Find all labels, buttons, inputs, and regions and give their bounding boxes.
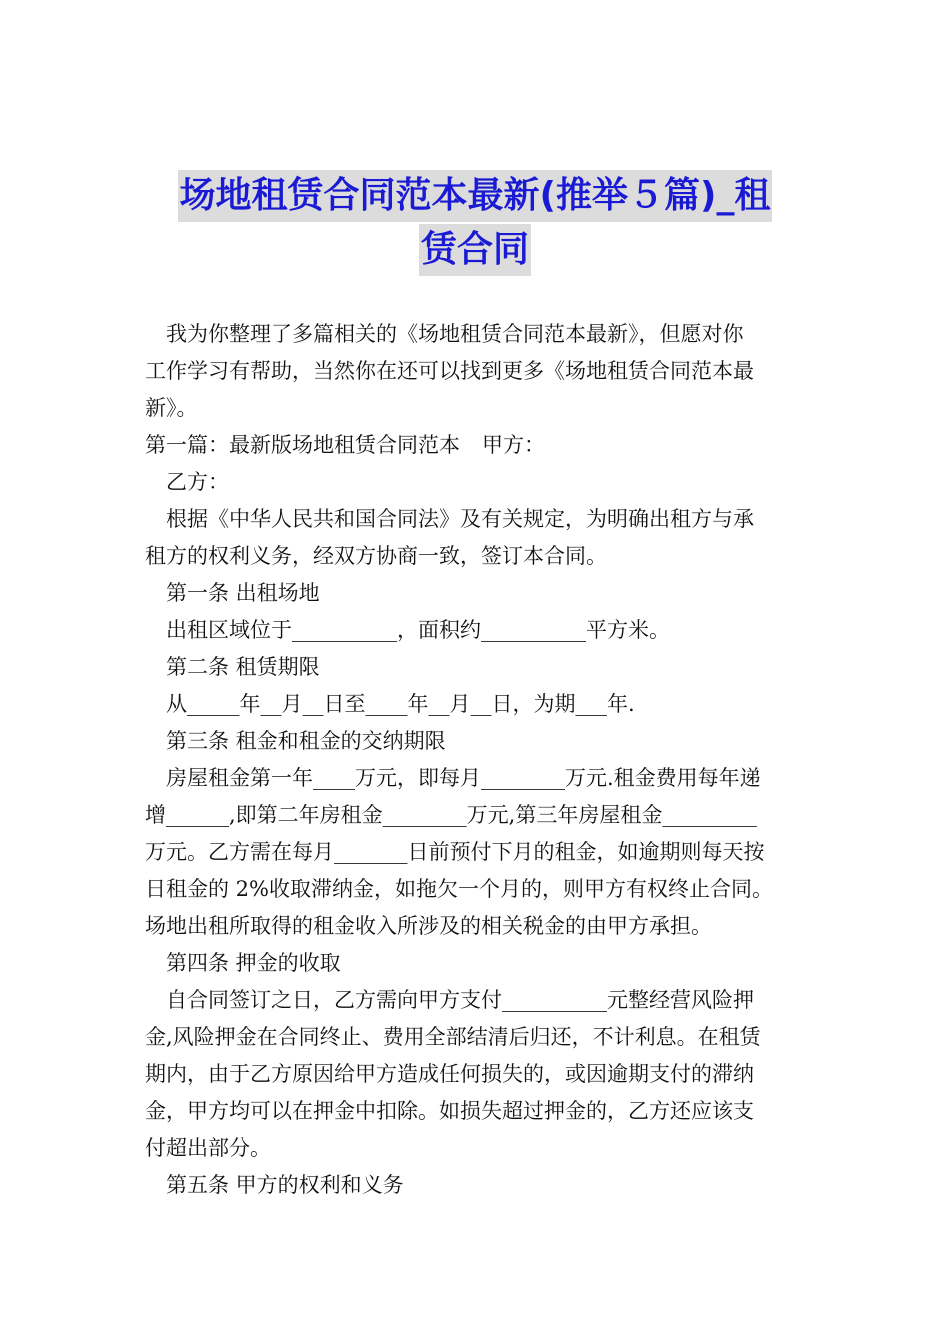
basis-line-1: 根据《中华人民共和国合同法》及有关规定，为明确出租方与承 xyxy=(166,507,754,531)
article-5-title: 第五条 甲方的权利和义务 xyxy=(166,1173,404,1197)
article-2-title: 第二条 租赁期限 xyxy=(166,655,320,679)
intro-line-3: 新》。 xyxy=(145,396,198,420)
basis-line-2: 租方的权利义务，经双方协商一致，签订本合同。 xyxy=(145,544,607,568)
section-heading-row xyxy=(145,427,809,464)
article-3-line-3: 万元。乙方需在每月_______日前预付下月的租金，如逾期则每天按 xyxy=(145,840,765,864)
document-title xyxy=(120,170,830,276)
article-3-line-2: 增______,即第二年房租金________万元,第三年房屋租金_________ xyxy=(145,803,757,827)
title-line-2: 赁合同 xyxy=(419,224,531,276)
title-line-1: 场地租赁合同范本最新(推举５篇)_租 xyxy=(178,170,773,222)
article-4-line-4: 金，甲方均可以在押金中扣除。如损失超过押金的，乙方还应该支 xyxy=(145,1099,754,1123)
intro-line-2: 工作学习有帮助，当然你在还可以找到更多《场地租赁合同范本最 xyxy=(145,359,754,383)
article-2-body: 从_____年__月__日至____年__月__日，为期___年. xyxy=(166,692,635,716)
party-a-label: 甲方： xyxy=(482,433,545,457)
article-4-title: 第四条 押金的收取 xyxy=(166,951,341,975)
article-4-line-3: 期内，由于乙方原因给甲方造成任何损失的，或因逾期支付的滞纳 xyxy=(145,1062,754,1086)
party-b-label: 乙方： xyxy=(166,470,229,494)
article-4-line-5: 付超出部分。 xyxy=(145,1136,271,1160)
intro-line-1: 我为你整理了多篇相关的《场地租赁合同范本最新》，但愿对你 xyxy=(166,322,744,346)
article-3-line-1: 房屋租金第一年____万元，即每月________万元.租金费用每年递 xyxy=(166,766,761,790)
article-4-line-1: 自合同签订之日，乙方需向甲方支付__________元整经营风险押 xyxy=(166,988,754,1012)
article-4-line-2: 金,风险押金在合同终止、费用全部结清后归还，不计利息。在租赁 xyxy=(145,1025,761,1049)
article-3-line-4: 日租金的 2%收取滞纳金，如拖欠一个月的，则甲方有权终止合同。 xyxy=(145,877,773,901)
article-3-line-5: 场地出租所取得的租金收入所涉及的相关税金的由甲方承担。 xyxy=(145,914,712,938)
section-1-heading: 第一篇：最新版场地租赁合同范本 xyxy=(145,433,460,457)
document-body xyxy=(145,316,809,1204)
article-3-title: 第三条 租金和租金的交纳期限 xyxy=(166,729,446,753)
article-1-body: 出租区域位于__________，面积约__________平方米。 xyxy=(166,618,670,642)
article-1-title: 第一条 出租场地 xyxy=(166,581,320,605)
